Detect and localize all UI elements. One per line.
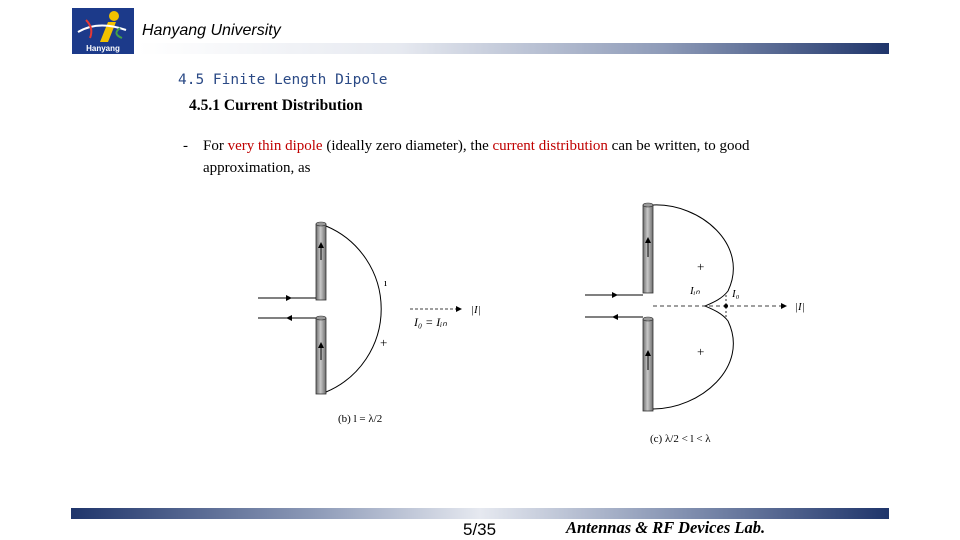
- bullet-text: [203, 135, 843, 179]
- fig-c-label-0: I₀: [732, 288, 740, 300]
- university-name: Hanyang University: [142, 22, 281, 39]
- highlight-current-distribution: current distribution: [492, 138, 608, 154]
- upper-dipole-arm-c: [643, 203, 653, 293]
- current-distribution-curve-c: [653, 205, 733, 409]
- fig-c-caption: (c) λ/2 < l < λ: [650, 433, 711, 445]
- bullet-text-part3: can be written, to good approximation, as: [203, 138, 750, 176]
- page-number: 5/35: [463, 520, 497, 539]
- fig-b-minus-sign: ı: [384, 277, 388, 289]
- bullet-text-part1: For: [203, 138, 228, 154]
- figure-c-long-dipole: [550, 195, 820, 450]
- logo-text: Hanyang: [86, 44, 120, 53]
- bullet-point: [183, 135, 843, 179]
- upper-dipole-arm: [316, 222, 326, 300]
- bullet-marker: -: [183, 138, 188, 154]
- university-logo: [72, 8, 134, 54]
- fig-b-plus-sign: +: [380, 335, 388, 350]
- current-distribution-curve: [326, 226, 381, 392]
- fig-c-axis-label: |I|: [795, 301, 805, 313]
- subsection-title: 4.5.1 Current Distribution: [189, 97, 363, 114]
- footer-bar: [71, 508, 889, 519]
- fig-b-caption: (b) l = λ/2: [338, 413, 383, 425]
- section-title: 4.5 Finite Length Dipole: [178, 72, 388, 88]
- figure-b-half-wave-dipole: [250, 210, 500, 435]
- fig-c-label-in: Iᵢₙ: [690, 285, 700, 297]
- header-bar: [138, 43, 889, 54]
- fig-c-plus-top: +: [697, 259, 705, 274]
- highlight-thin-dipole: very thin dipole: [227, 138, 323, 154]
- fig-b-current-label: I₀ = Iᵢₙ: [414, 315, 447, 329]
- fig-c-plus-bottom: +: [697, 344, 705, 359]
- lab-name: Antennas & RF Devices Lab.: [566, 518, 766, 537]
- lower-dipole-arm: [316, 316, 326, 394]
- bullet-text-part2: (ideally zero diameter), the: [322, 138, 493, 154]
- lower-dipole-arm-c: [643, 317, 653, 411]
- fig-b-axis-label: |I|: [471, 304, 481, 316]
